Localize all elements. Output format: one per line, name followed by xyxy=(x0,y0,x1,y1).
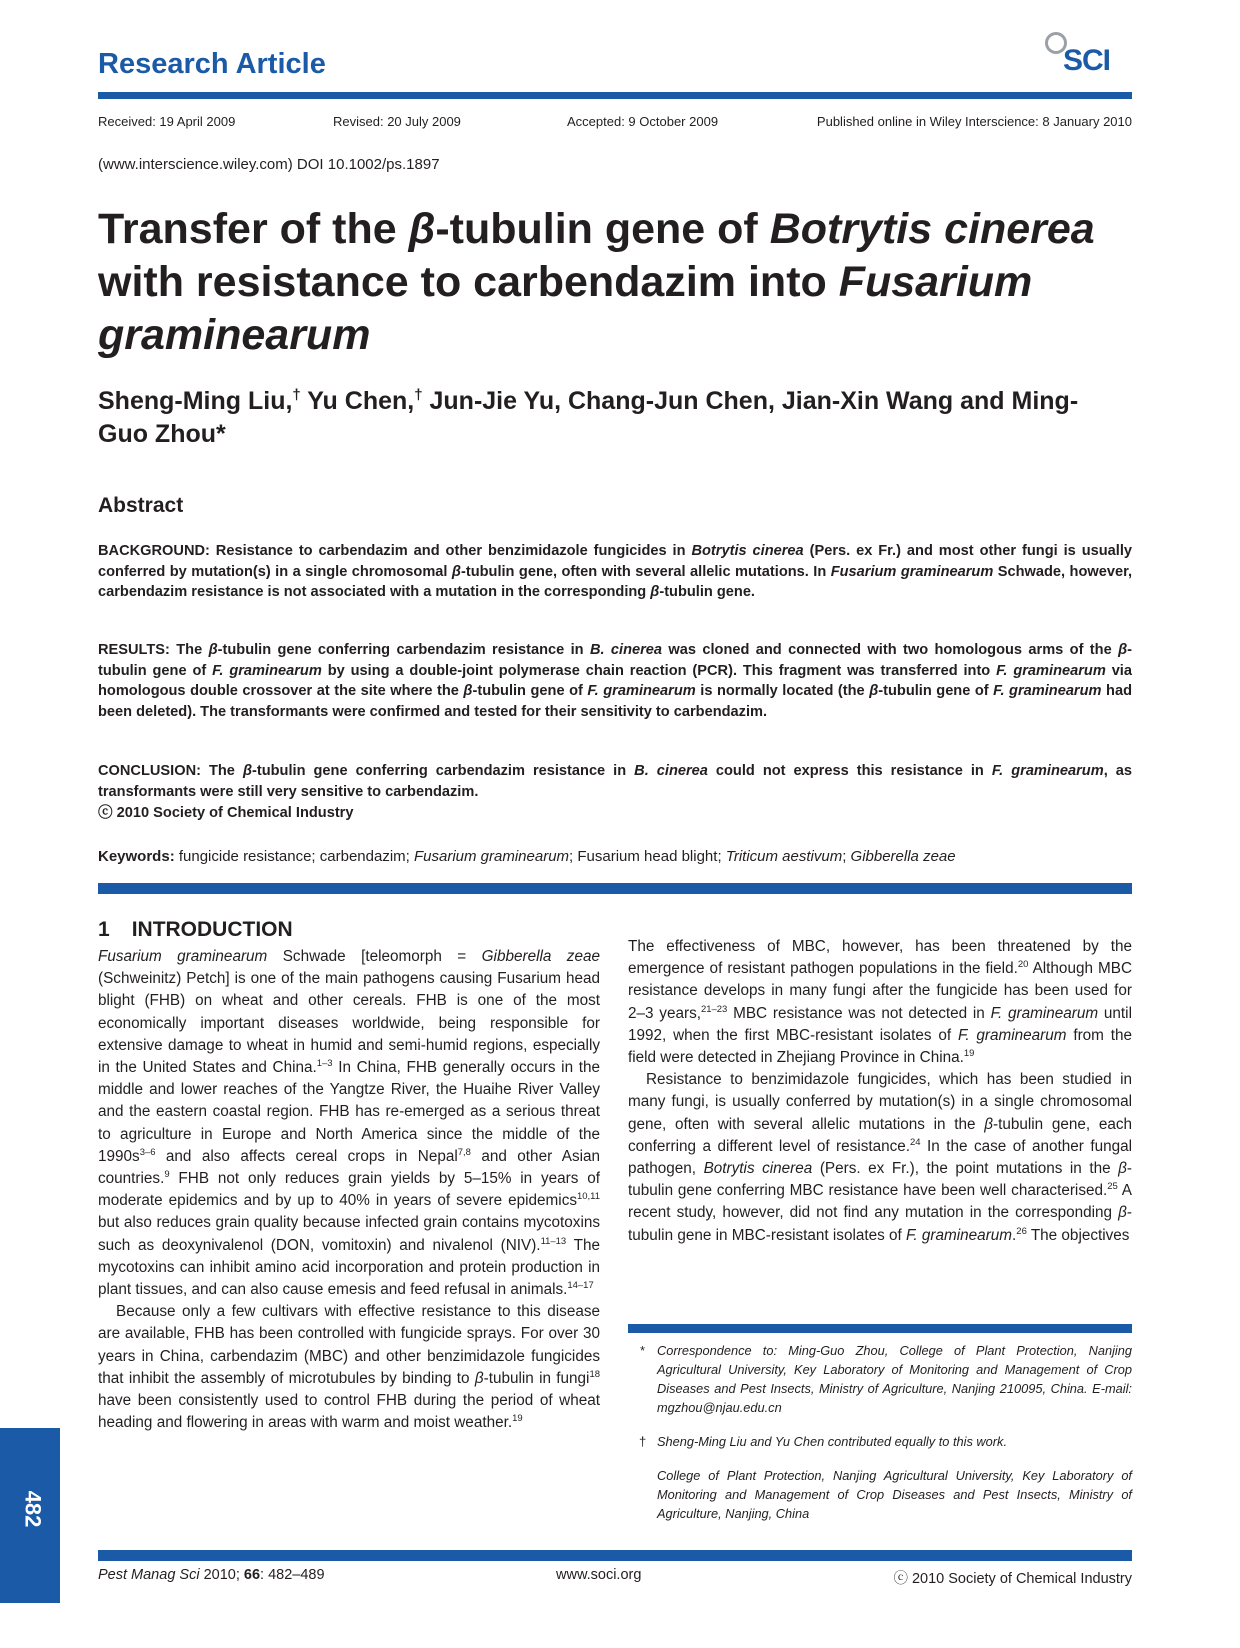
author-list: Sheng-Ming Liu,† Yu Chen,† Jun-Jie Yu, Chang-Jun Chen, Jian-Xin Wang and Ming-Guo Zhou* xyxy=(98,386,1079,448)
section-label: Research Article xyxy=(98,48,326,80)
footer-copyright: ⓒ 2010 Society of Chemical Industry xyxy=(893,1571,1132,1587)
keywords: Keywords: fungicide resistance; carbendazim; Fusarium graminearum; Fusarium head blight; Triticum aestivum; Gibberella zeae xyxy=(98,848,956,865)
section-heading-introduction: 1 INTRODUCTION xyxy=(98,918,293,941)
logo-text: SCI xyxy=(1063,44,1111,77)
column-left xyxy=(98,946,600,1434)
page-number: 482 xyxy=(20,1490,46,1528)
abstract-conclusion: CONCLUSION: The β-tubulin gene conferring carbendazim resistance in B. cinerea could not express this resistance in F. graminearum, as transformants were still very sensitive to carbendazim. xyxy=(98,763,1132,800)
intro-paragraph-3: The effectiveness of MBC, however, has been threatened by the emergence of resistant pathogen populations in the field.$^{20}$ Although MBC resistance develops in many fungi after the fungicide has been used for 2–3 years,$^{21-23}$ MBC resistance was not detected in F. graminearum until 1992, when the first MBC-resistant isolates of F. graminearum from the field were detected in Zhejiang Province in China.$^{19}$ xyxy=(628,938,1132,1067)
received-date: Received: 19 April 2009 xyxy=(98,114,236,129)
intro-paragraph-1: Fusarium graminearum Schwade [teleomorph = Gibberella zeae (Schweinitz) Petch] is one of the main pathogens causing Fusarium head blight (FHB) on wheat and other cereals. FHB is one of the most economically important diseases worldwide, being responsible for extensive damage to wheat in humid and semi-humid regions, especially in the United States and China.$^{1-3}$ In China, FHB generally occurs in the middle and lower reaches of the Yangtze River, the Huaihe River Valley and the eastern coastal region. FHB has re-emerged as a serious threat to agriculture in Europe and North America since the middle of the $1990s^{3-6}$ and also affects cereal crops in Nepal$^{7,8}$ and other Asian countries.$^9$ FHB not only reduces grain yields by 5–15% in years of moderate epidemics and by up to 40% in years of severe epidemics$^{10,11}$ but also reduces grain quality because infected grain contains mycotoxins such as deoxynivalenol (DON, vomitoxin) and nivalenol (NIV).$^{11-13}$ The mycotoxins can inhibit amino acid incorporation and protein production in plant tissues, and can also cause emesis and feed refusal in animals.$^{14-17}$ xyxy=(98,948,601,1299)
footnote-correspondence: Correspondence to: Ming-Guo Zhou, College of Plant Protection, Nanjing Agricultural University, Key Laboratory of Monitoring and Management of Crop Diseases and Pest Insects, Ministry of Agriculture, Nanjing 210095, China. E-mail: mgzhou@njau.edu.cn xyxy=(657,1343,1132,1415)
column-right xyxy=(628,936,1132,1247)
footnote-rule xyxy=(628,1324,1132,1333)
article-title: Transfer of the β-tubulin gene of Botrytis cinerea with resistance to carbendazim into Fusarium graminearum xyxy=(98,205,1095,359)
sci-logo xyxy=(1043,30,1133,80)
revised-date: Revised: 20 July 2009 xyxy=(333,114,461,129)
accepted-date: Accepted: 9 October 2009 xyxy=(567,114,719,129)
footnote-dagger-mark: † xyxy=(639,1434,647,1449)
abstract-heading: Abstract xyxy=(98,494,184,517)
page-number-tab xyxy=(0,1428,60,1603)
doi-line: (www.interscience.wiley.com) DOI 10.1002/ps.1897 xyxy=(98,156,440,173)
abstract-results: RESULTS: The β-tubulin gene conferring carbendazim resistance in B. cinerea was cloned and connected with two homologous arms of the β-tubulin gene of F. graminearum by using a double-joint polymerase chain reaction (PCR). This fragment was transferred into F. graminearum via homologous double crossover at the site where the β-tubulin gene of F. graminearum is normally located (the β-tubulin gene of F. graminearum had been deleted). The transformants were confirmed and tested for their sensitivity to carbendazim. xyxy=(98,642,1132,720)
footnote-equal-contribution: Sheng-Ming Liu and Yu Chen contributed equally to this work. xyxy=(657,1434,1007,1449)
footnote-star-mark: * xyxy=(640,1343,646,1358)
footer-rule xyxy=(98,1550,1132,1561)
abstract-copyright: ⓒ 2010 Society of Chemical Industry xyxy=(98,805,354,821)
footer-site-link[interactable]: www.soci.org xyxy=(556,1567,642,1583)
footnote-affiliation: College of Plant Protection, Nanjing Agricultural University, Key Laboratory of Monitoring and Management of Crop Diseases and Pest Insects, Ministry of Agriculture, Nanjing, China xyxy=(657,1468,1132,1521)
published-date: Published online in Wiley Interscience: 8 January 2010 xyxy=(816,114,1132,129)
abstract-rule xyxy=(98,883,1132,894)
intro-paragraph-2: Because only a few cultivars with effective resistance to this disease are available, FHB has been controlled with fungicide sprays. For over 30 years in China, carbendazim (MBC) and other benzimidazole fungicides that inhibit the assembly of microtubules by binding to β-tubulin in fungi$^{18}$ have been consistently used to control FHB during the period of wheat heading and flowering in areas with warm and moist weather.$^{19}$ xyxy=(98,1303,601,1432)
header-rule xyxy=(98,92,1132,99)
abstract-background: BACKGROUND: Resistance to carbendazim and other benzimidazole fungicides in Botrytis cinerea (Pers. ex Fr.) and most other fungi is usually conferred by mutation(s) in a single chromosomal β-tubulin gene, often with several allelic mutations. In Fusarium graminearum Schwade, however, carbendazim resistance is not associated with a mutation in the corresponding β-tubulin gene. xyxy=(98,543,1132,600)
intro-paragraph-4: Resistance to benzimidazole fungicides, which has been studied in many fungi, is usually conferred by mutation(s) in a single chromosomal gene, often with several allelic mutations in the β-tubulin gene, each conferring a different level of resistance.$^{24}$ In the case of another fungal pathogen, Botrytis cinerea (Pers. ex Fr.), the point mutations in the β-tubulin gene conferring MBC resistance have been well characterised.$^{25}$ A recent study, however, did not find any mutation in the corresponding β-tubulin gene in MBC-resistant isolates of F. graminearum.$^{26}$ The objectives xyxy=(628,1071,1133,1244)
footer-citation: Pest Manag Sci 2010; 66: 482–489 xyxy=(98,1567,325,1583)
